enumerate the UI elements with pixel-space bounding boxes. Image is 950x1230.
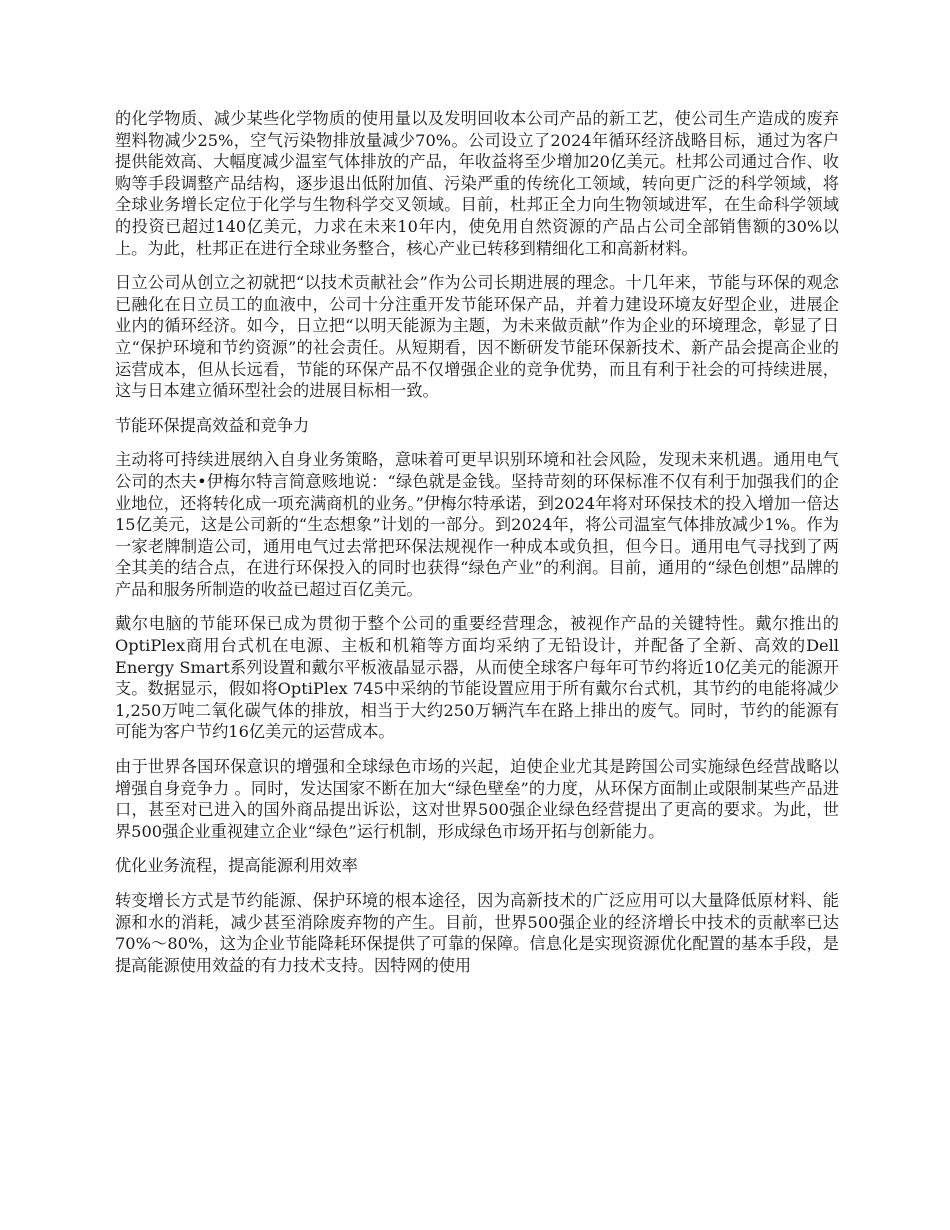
section-heading-efficiency: 节能环保提高效益和竞争力 (115, 415, 310, 435)
paragraph-growth: 转变增长方式是节约能源、保护环境的根本途径，因为高新技术的广泛应用可以大量降低原材料、能源和水的消耗，减少甚至消除废弃物的产生。目前，世界500强企业的经济增长中技术的贡献率已达70%～80%，这为企业节能降耗环保提供了可靠的保障。信息化是实现资源优化配置的基本手段，是提高能源使用效益的有力技术支持。因特网的使用 (115, 891, 839, 975)
paragraph-ge: 主动将可持续进展纳入自身业务策略，意味着可更早识别环境和社会风险，发现未来机遇。通用电气公司的杰夫•伊梅尔特言简意赅地说：“绿色就是金钱。坚持苛刻的环保标准不仅有利于加强我们的企业地位，还将转化成一项充满商机的业务。”伊梅尔特承诺，到2024年将对环保技术的投入增加一倍达15亿美元，这是公司新的“生态想象”计划的一部分。到2024年，将公司温室气体排放减少1%。作为一家老牌制造公司，通用电气过去常把环保法规视作一种成本或负担，但今日。通用电气寻找到了两全其美的结合点，在进行环保投入的同时也获得“绿色产业”的利润。目前，通用的“绿色创想”品牌的产品和服务所制造的收益已超过百亿美元。 (115, 450, 839, 599)
paragraph-dupont: 的化学物质、减少某些化学物质的使用量以及发明回收本公司产品的新工艺，使公司生产造成的废弃塑料物减少25%，空气污染物排放量减少70%。公司设立了2024年循环经济战略目标，通过为客户提供能效高、大幅度减少温室气体排放的产品，年收益将至少增加20亿美元。杜邦公司通过合作、收购等手段调整产品结构，逐步退出低附加值、污染严重的传统化工领域，转向更广泛的科学领域，将全球业务增长定位于化学与生物科学交叉领域。目前，杜邦正全力向生物领域进军，在生命科学领域的投资已超过140亿美元，力求在未来10年内，使免用自然资源的产品占公司全部销售额的30%以上。为此，杜邦正在进行全球业务整合，核心产业已转移到精细化工和高新材料。 (115, 109, 839, 258)
paragraph-green-market: 由于世界各国环保意识的增强和全球绿色市场的兴起，迫使企业尤其是跨国公司实施绿色经营战略以增强自身竞争力 。同时，发达国家不断在加大“绿色壁垒”的力度，从环保方面制止或限制某些产品进口，甚至对已进入的国外商品提出诉讼，这对世界500强企业绿色经营提出了更高的要求。为此，世界500强企业重视建立企业“绿色”运行机制，形成绿色市场开拓与创新能力。 (115, 757, 839, 841)
section-heading-process: 优化业务流程，提高能源利用效率 (115, 856, 358, 876)
paragraph-dell: 戴尔电脑的节能环保已成为贯彻于整个公司的重要经营理念，被视作产品的关键特性。戴尔推出的OptiPlex商用台式机在电源、主板和机箱等方面均采纳了无铅设计，并配备了全新、高效的Dell Energy Smart系列设置和戴尔平板液晶显示器，从而使全球客户每年可节约将近10亿美元的能源开支。数据显示，假如将OptiPlex 745中采纳的节能设置应用于所有戴尔台式机，其节约的电能将减少1,250万吨二氧化碳气体的排放，相当于大约250万辆汽车在路上排出的废气。同时，节约的能源有可能为客户节约16亿美元的运营成本。 (115, 614, 839, 742)
paragraph-hitachi: 日立公司从创立之初就把“以技术贡献社会”作为公司长期进展的理念。十几年来，节能与环保的观念已融化在日立员工的血液中，公司十分注重开发节能环保产品，并着力建设环境友好型企业，进展企业内的循环经济。如今，日立把“以明天能源为主题，为未来做贡献”作为企业的环境理念，彰显了日立“保护环境和节约资源”的社会责任。从短期看，因不断研发节能环保新技术、新产品会提高企业的运营成本，但从长远看，节能的环保产品不仅增强企业的竞争优势，而且有利于社会的可持续进展，这与日本建立循环型社会的进展目标相一致。 (115, 273, 839, 401)
document-body (115, 108, 839, 989)
